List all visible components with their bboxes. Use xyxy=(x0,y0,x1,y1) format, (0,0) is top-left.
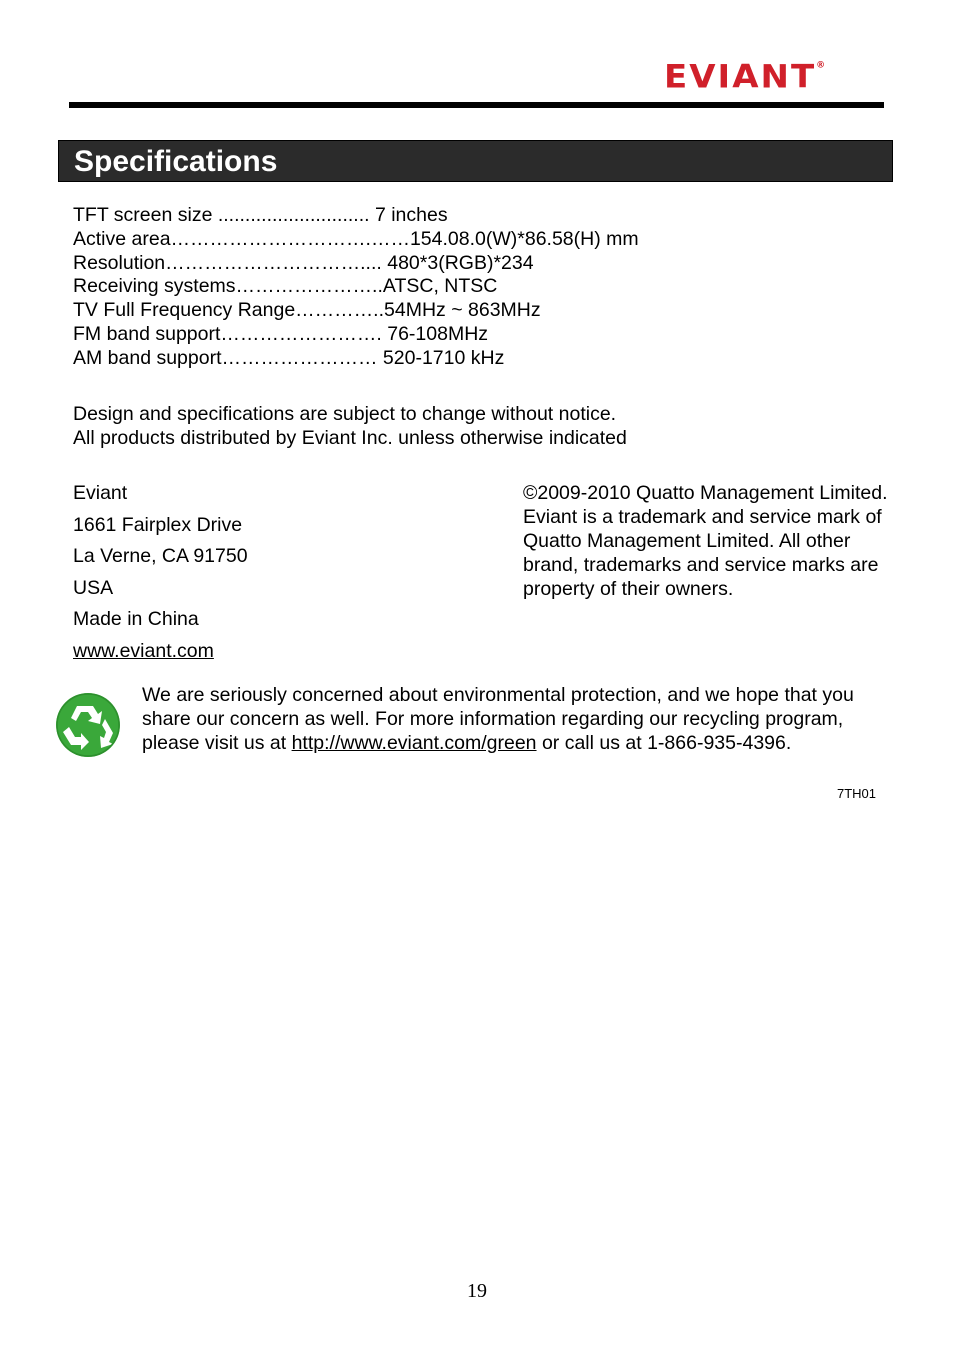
spec-am-band: AM band support…………………… 520-1710 kHz xyxy=(73,346,505,369)
specifications-list xyxy=(73,204,639,371)
company-address xyxy=(73,481,248,670)
environment-phone: or call us at 1-866-935-4396. xyxy=(536,732,792,754)
copyright-notice: ©2009-2010 Quatto Management Limited. Eviant is a trademark and service mark of Quatto Management Limited. All other brand, trademarks and service marks are property of their owners. xyxy=(523,482,888,600)
spec-receiving-systems: Receiving systems…………………..ATSC, NTSC xyxy=(73,275,498,298)
notice-distribution: All products distributed by Eviant Inc. unless otherwise indicated xyxy=(73,427,627,449)
website-link[interactable]: www.eviant.com xyxy=(73,639,214,662)
document-code: 7TH01 xyxy=(837,786,877,801)
registered-mark: ® xyxy=(816,60,826,71)
notice-block xyxy=(73,402,627,450)
environment-statement xyxy=(142,683,882,755)
logo-text: EVIANT xyxy=(664,58,817,96)
environment-text: We are seriously concerned about environmental protection, and we hope that you share our concern as well. For more information regarding our recycling program, please visit us at xyxy=(142,684,854,754)
header-rule xyxy=(69,102,884,108)
spec-frequency-range: TV Full Frequency Range…………..54MHz ~ 863MHz xyxy=(73,299,541,322)
spec-screen-size: TFT screen size ............................ 7 inches xyxy=(73,204,448,226)
green-program-link[interactable]: http://www.eviant.com/green xyxy=(291,732,537,754)
spec-active-area: Active area………………………….……154.08.0(W)*86.58(H) mm xyxy=(73,227,639,250)
company-name: Eviant xyxy=(73,482,128,504)
recycle-icon xyxy=(55,692,121,758)
country-of-origin: Made in China xyxy=(73,608,199,630)
country: USA xyxy=(73,576,114,599)
section-title: Specifications xyxy=(74,145,278,178)
city-state-zip: La Verne, CA 91750 xyxy=(73,545,248,567)
page-number: 19 xyxy=(467,1280,487,1302)
notice-change: Design and specifications are subject to change without notice. xyxy=(73,403,617,425)
eviant-logo xyxy=(664,58,826,96)
street-address: 1661 Fairplex Drive xyxy=(73,513,243,536)
spec-fm-band: FM band support……………………. 76-108MHz xyxy=(73,322,489,345)
section-header-bar xyxy=(58,140,893,182)
spec-resolution: Resolution………………………….... 480*3(RGB)*234 xyxy=(73,251,534,274)
